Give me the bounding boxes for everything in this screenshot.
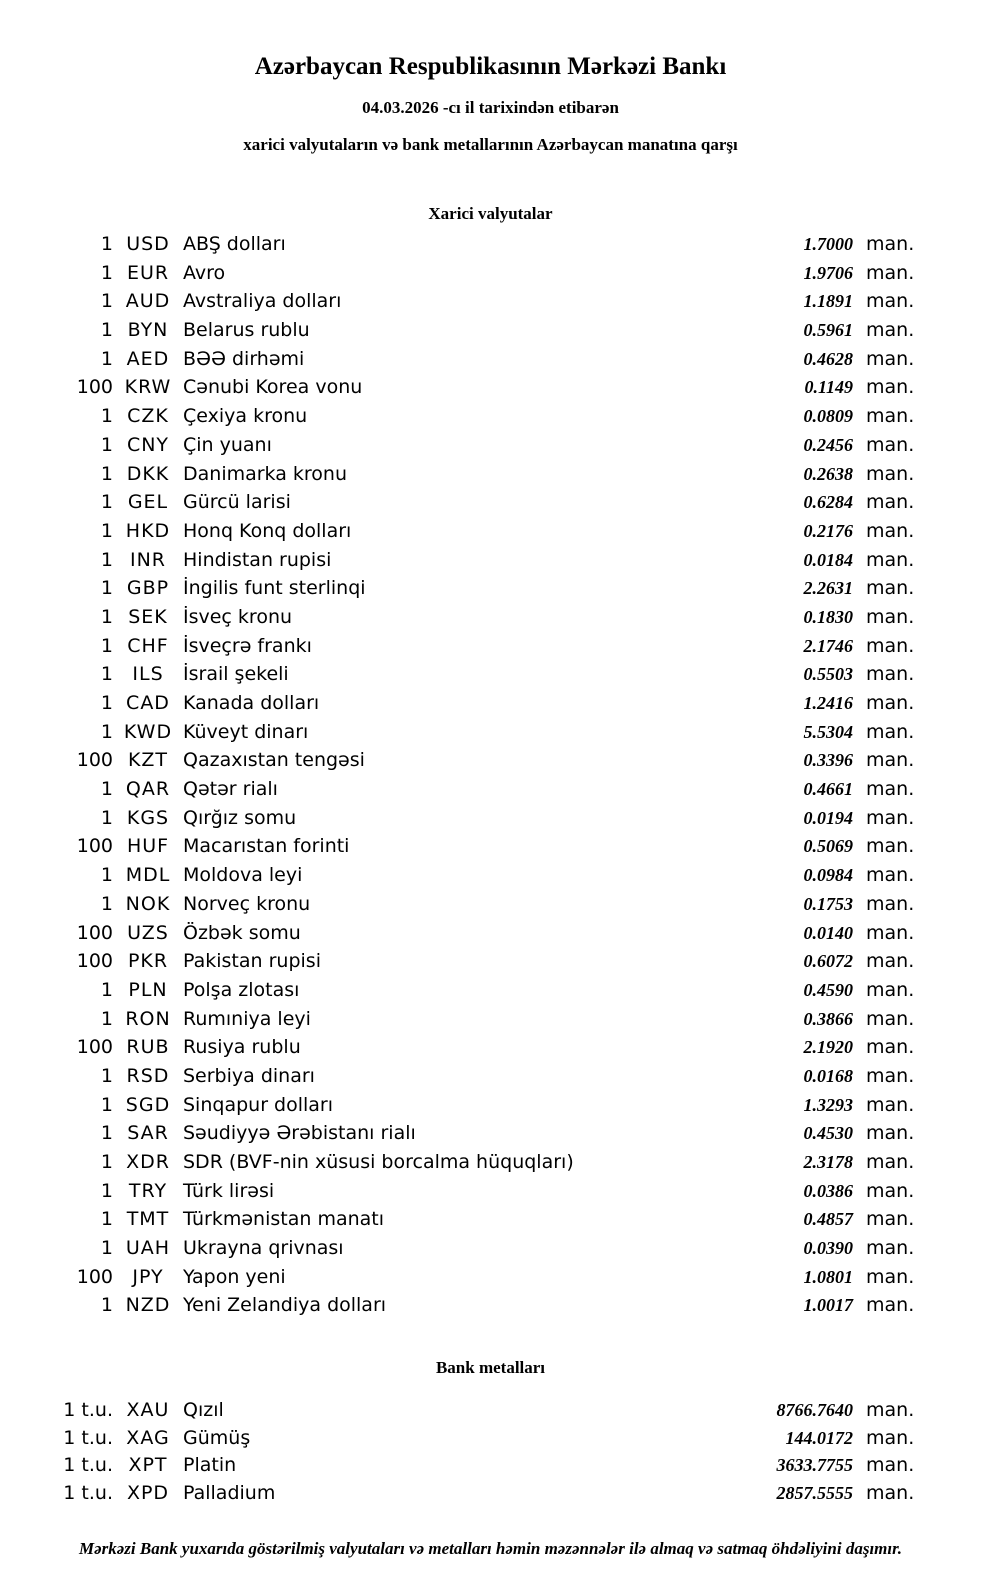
table-row — [0, 976, 981, 1005]
exchange-rate: 2857.5555 — [776, 1482, 853, 1503]
table-row — [0, 832, 981, 861]
exchange-rate: 0.5961 — [803, 320, 853, 341]
unit-label: man. — [866, 433, 915, 456]
subject-line: xarici valyutaların və bank metallarının Azərbaycan manatına qarşı — [243, 135, 738, 154]
exchange-rate: 0.1830 — [803, 606, 853, 627]
currency-section-title: Xarici valyutalar — [428, 204, 553, 223]
exchange-rate: 1.1891 — [803, 291, 853, 312]
currency-name: Avstraliya dolları — [183, 290, 342, 313]
unit-label: man. — [866, 1265, 915, 1288]
table-row — [0, 287, 981, 316]
currency-name: Səudiyyə Ərəbistanı rialı — [183, 1122, 416, 1145]
currency-code: XPT — [128, 1454, 168, 1477]
unit-label: man. — [866, 491, 915, 514]
unit-label: man. — [866, 663, 915, 686]
currency-code: CZK — [127, 405, 169, 428]
quantity: 1 — [100, 491, 113, 514]
quantity: 1 — [100, 778, 113, 801]
table-row — [0, 890, 981, 919]
table-row — [0, 1005, 981, 1034]
exchange-rate: 0.1753 — [803, 893, 853, 914]
table-row — [0, 804, 981, 833]
quantity: 1 — [100, 692, 113, 714]
currency-code: GBP — [126, 577, 170, 600]
currency-name: Gürcü larisi — [183, 491, 291, 514]
exchange-rate: 144.0172 — [785, 1427, 853, 1448]
exchange-rate: 0.6072 — [803, 951, 853, 972]
quantity: 1 — [100, 720, 113, 743]
unit-label: man. — [866, 577, 915, 600]
exchange-rate: 0.4530 — [803, 1123, 853, 1144]
unit-label: man. — [866, 720, 915, 743]
table-row — [0, 1091, 981, 1120]
currency-name: Palladium — [183, 1481, 276, 1504]
quantity: 1 — [100, 806, 113, 829]
currency-code: MDL — [125, 864, 171, 887]
exchange-rate: 2.1746 — [803, 635, 853, 656]
currency-name: İsveçrə frankı — [183, 634, 312, 657]
unit-label: man. — [866, 376, 915, 399]
currency-name: Cənubi Korea vonu — [183, 376, 363, 399]
quantity: 1 — [100, 1294, 113, 1317]
exchange-rate: 0.4857 — [803, 1209, 853, 1230]
currency-name: Hindistan rupisi — [183, 548, 332, 571]
table-row — [0, 345, 981, 374]
exchange-rate: 0.0184 — [803, 549, 853, 570]
quantity: 100 — [76, 835, 113, 858]
table-row — [0, 861, 981, 890]
unit-label: man. — [866, 778, 915, 801]
exchange-rate: 0.6284 — [803, 492, 853, 513]
exchange-rate: 0.4628 — [803, 348, 853, 369]
currency-name: Ukrayna qrivnası — [183, 1237, 344, 1260]
unit-label: man. — [866, 1151, 915, 1173]
currency-code: XAG — [126, 1426, 170, 1449]
quantity: 1 — [100, 405, 113, 428]
unit-label: man. — [866, 405, 915, 428]
exchange-rate: 2.3178 — [803, 1152, 853, 1172]
currency-name: Gümüş — [183, 1426, 251, 1449]
unit-label: man. — [866, 1007, 915, 1030]
currency-code: XPD — [126, 1481, 170, 1504]
exchange-rate: 2.1920 — [803, 1037, 853, 1058]
quantity: 1 — [100, 577, 113, 600]
currency-name: Avro — [183, 261, 226, 284]
exchange-rate: 2.2631 — [803, 578, 853, 599]
currency-name: Honq Konq dolları — [183, 519, 352, 542]
unit-label: man. — [866, 806, 915, 829]
quantity: 1 — [100, 978, 113, 1001]
currency-name: Çin yuanı — [183, 433, 272, 456]
table-row — [0, 1119, 981, 1148]
currency-name: Serbiya dinarı — [183, 1064, 315, 1087]
currency-name: ABŞ dolları — [183, 233, 286, 255]
unit-label: man. — [866, 462, 915, 485]
unit-label: man. — [866, 864, 915, 887]
table-row — [0, 1205, 981, 1234]
currency-code: KZT — [127, 749, 169, 772]
table-row — [0, 1425, 981, 1453]
exchange-rate: 8766.7640 — [776, 1400, 853, 1421]
currency-rate-table — [0, 230, 981, 1320]
table-row — [0, 230, 981, 259]
unit-label: man. — [866, 1399, 915, 1422]
exchange-rate: 0.3396 — [803, 750, 853, 771]
currency-code: RUB — [126, 1036, 170, 1059]
quantity: 1 — [100, 892, 113, 915]
currency-code: EUR — [126, 261, 170, 284]
currency-code: AED — [126, 347, 170, 370]
quantity: 1 — [100, 233, 113, 255]
currency-name: Yeni Zelandiya dolları — [183, 1294, 387, 1317]
exchange-rate: 1.0017 — [803, 1295, 853, 1316]
page-title: Azərbaycan Respublikasının Mərkəzi Bankı — [254, 53, 727, 80]
currency-code: DKK — [126, 462, 170, 485]
currency-code: SGD — [125, 1093, 171, 1116]
quantity: 1 — [100, 1007, 113, 1030]
currency-code: CNY — [126, 433, 170, 456]
exchange-rate: 1.2416 — [803, 693, 853, 713]
quantity: 100 — [76, 1036, 113, 1059]
table-row — [0, 488, 981, 517]
currency-name: Türk lirəsi — [183, 1179, 275, 1202]
quantity: 1 — [100, 319, 113, 342]
quantity: 1 — [100, 1093, 113, 1116]
table-row — [0, 632, 981, 661]
quantity: 1 t.u. — [63, 1399, 113, 1422]
currency-code: SAR — [127, 1122, 169, 1145]
table-row — [0, 1480, 981, 1508]
table-row — [0, 1291, 981, 1320]
table-row — [0, 919, 981, 948]
exchange-rate: 0.1149 — [804, 377, 853, 398]
quantity: 1 — [100, 433, 113, 456]
table-row — [0, 1177, 981, 1206]
quantity: 1 t.u. — [63, 1481, 113, 1504]
currency-name: Özbək somu — [183, 921, 301, 944]
table-row — [0, 947, 981, 976]
table-row — [0, 689, 981, 718]
currency-name: İngilis funt sterlinqi — [183, 577, 366, 600]
currency-code: KGS — [126, 806, 170, 829]
quantity: 1 — [100, 663, 113, 686]
table-row — [0, 1234, 981, 1263]
unit-label: man. — [866, 1179, 915, 1202]
unit-label: man. — [866, 1454, 915, 1477]
currency-name: Yapon yeni — [183, 1265, 286, 1288]
table-row — [0, 574, 981, 603]
metals-section-title: Bank metalları — [435, 1358, 546, 1378]
quantity: 1 t.u. — [63, 1426, 113, 1449]
unit-label: man. — [866, 1294, 915, 1317]
currency-code: INR — [129, 548, 167, 571]
table-row — [0, 517, 981, 546]
date-line: 04.03.2026 -cı il tarixindən etibarən — [362, 98, 619, 117]
exchange-rate: 0.2638 — [803, 463, 853, 484]
table-row — [0, 402, 981, 431]
unit-label: man. — [866, 519, 915, 542]
unit-label: man. — [866, 749, 915, 772]
metals-rate-table — [0, 1397, 981, 1507]
table-row — [0, 460, 981, 489]
currency-name: Platin — [183, 1454, 237, 1477]
currency-code: TMT — [126, 1208, 170, 1231]
currency-code: QAR — [125, 778, 171, 801]
quantity: 1 — [100, 864, 113, 887]
unit-label: man. — [866, 634, 915, 657]
currency-name: Rumıniya leyi — [183, 1007, 311, 1030]
quantity: 1 — [100, 1064, 113, 1087]
currency-name: Macarıstan forinti — [183, 835, 350, 858]
unit-label: man. — [866, 1208, 915, 1231]
unit-label: man. — [866, 548, 915, 571]
unit-label: man. — [866, 261, 915, 284]
currency-name: Moldova leyi — [183, 864, 303, 887]
currency-name: Çexiya kronu — [183, 405, 308, 428]
currency-code: RSD — [126, 1064, 170, 1087]
currency-name: BƏƏ dirhəmi — [183, 347, 305, 370]
table-row — [0, 316, 981, 345]
currency-code: GEL — [127, 491, 169, 514]
currency-name: Qazaxıstan tengəsi — [183, 749, 365, 772]
currency-code: KRW — [124, 376, 172, 399]
quantity: 1 — [100, 347, 113, 370]
currency-code: XDR — [126, 1151, 170, 1173]
exchange-rate: 0.2176 — [803, 520, 853, 541]
quantity: 1 — [100, 261, 113, 284]
unit-label: man. — [866, 290, 915, 313]
quantity: 1 — [100, 519, 113, 542]
table-row — [0, 259, 981, 288]
exchange-rate: 1.9706 — [803, 262, 853, 283]
exchange-rate: 0.0809 — [803, 406, 853, 427]
unit-label: man. — [866, 835, 915, 858]
currency-name: Norveç kronu — [183, 892, 311, 915]
exchange-rate: 0.4661 — [803, 779, 853, 800]
exchange-rate: 3633.7755 — [776, 1455, 853, 1476]
currency-code: USD — [126, 233, 170, 255]
table-row — [0, 546, 981, 575]
currency-name: Kanada dolları — [183, 692, 320, 714]
exchange-rate: 1.3293 — [803, 1094, 853, 1115]
currency-name: Danimarka kronu — [183, 462, 348, 485]
table-row — [0, 431, 981, 460]
table-row — [0, 1062, 981, 1091]
quantity: 1 — [100, 605, 113, 628]
quantity: 100 — [76, 950, 113, 973]
unit-label: man. — [866, 347, 915, 370]
quantity: 1 — [100, 1208, 113, 1231]
currency-code: ILS — [132, 663, 164, 686]
unit-label: man. — [866, 892, 915, 915]
currency-code: PLN — [128, 978, 168, 1001]
table-row — [0, 1263, 981, 1292]
quantity: 1 — [100, 1151, 113, 1173]
currency-code: PKR — [127, 950, 169, 973]
currency-code: CAD — [126, 692, 170, 714]
currency-name: Pakistan rupisi — [183, 950, 321, 973]
quantity: 100 — [76, 749, 113, 772]
table-row — [0, 775, 981, 804]
unit-label: man. — [866, 1237, 915, 1260]
table-row — [0, 1148, 981, 1177]
currency-code: JPY — [132, 1265, 164, 1288]
exchange-rate: 0.0140 — [803, 922, 853, 943]
table-row — [0, 660, 981, 689]
exchange-rate: 0.0390 — [803, 1238, 853, 1259]
table-row — [0, 746, 981, 775]
unit-label: man. — [866, 1426, 915, 1449]
quantity: 1 — [100, 548, 113, 571]
quantity: 100 — [76, 921, 113, 944]
quantity: 1 — [100, 1179, 113, 1202]
unit-label: man. — [866, 921, 915, 944]
currency-name: Polşa zlotası — [183, 978, 300, 1001]
currency-name: İsveç kronu — [183, 605, 293, 628]
unit-label: man. — [866, 1064, 915, 1087]
currency-code: TRY — [128, 1179, 168, 1202]
currency-code: NZD — [125, 1294, 171, 1317]
currency-name: Rusiya rublu — [183, 1036, 301, 1059]
table-row — [0, 1033, 981, 1062]
table-row — [0, 373, 981, 402]
currency-name: Küveyt dinarı — [183, 720, 309, 743]
exchange-rate: 0.5503 — [803, 664, 853, 685]
currency-code: NOK — [125, 892, 171, 915]
currency-name: Sinqapur dolları — [183, 1093, 334, 1116]
currency-name: İsrail şekeli — [183, 663, 289, 686]
currency-code: SEK — [128, 605, 168, 628]
exchange-rate: 0.0168 — [803, 1065, 853, 1086]
exchange-rate: 1.0801 — [803, 1266, 853, 1287]
quantity: 1 — [100, 1237, 113, 1260]
currency-name: Qətər rialı — [183, 778, 278, 801]
unit-label: man. — [866, 319, 915, 342]
disclaimer-text: Mərkəzi Bank yuxarıda göstərilmiş valyutaları və metalları həmin məzənnələr ilə almaq və satmaq öhdəliyini daşımır. — [78, 1539, 903, 1559]
currency-code: HKD — [125, 519, 171, 542]
quantity: 100 — [76, 376, 113, 399]
exchange-rate: 0.0984 — [803, 865, 853, 886]
exchange-rate: 1.7000 — [803, 234, 853, 254]
unit-label: man. — [866, 1036, 915, 1059]
currency-code: KWD — [123, 720, 173, 743]
unit-label: man. — [866, 692, 915, 714]
exchange-rate: 0.3866 — [803, 1008, 853, 1029]
quantity: 1 — [100, 634, 113, 657]
table-row — [0, 1397, 981, 1425]
unit-label: man. — [866, 1093, 915, 1116]
unit-label: man. — [866, 950, 915, 973]
table-row — [0, 1452, 981, 1480]
currency-name: Qırğız somu — [183, 806, 297, 829]
exchange-rate: 0.4590 — [803, 979, 853, 1000]
exchange-rate: 0.2456 — [803, 434, 853, 455]
quantity: 1 — [100, 1122, 113, 1145]
exchange-rate: 5.5304 — [803, 721, 853, 742]
currency-code: UAH — [125, 1237, 171, 1260]
quantity: 1 t.u. — [63, 1454, 113, 1477]
currency-code: BYN — [127, 319, 169, 342]
unit-label: man. — [866, 1122, 915, 1145]
currency-name: Belarus rublu — [183, 319, 310, 342]
exchange-rate: 0.0386 — [803, 1180, 853, 1201]
quantity: 1 — [100, 290, 113, 313]
currency-name: SDR (BVF-nin xüsusi borcalma hüquqları) — [183, 1151, 574, 1173]
quantity: 100 — [76, 1265, 113, 1288]
currency-code: UZS — [127, 921, 169, 944]
unit-label: man. — [866, 1481, 915, 1504]
currency-name: Türkmənistan manatı — [183, 1208, 385, 1231]
currency-code: AUD — [125, 290, 171, 313]
currency-code: HUF — [126, 835, 170, 858]
currency-name: Qızıl — [183, 1399, 224, 1422]
currency-code: CHF — [127, 634, 169, 657]
currency-code: XAU — [126, 1399, 170, 1422]
currency-code: RON — [125, 1007, 171, 1030]
table-row — [0, 718, 981, 747]
unit-label: man. — [866, 978, 915, 1001]
exchange-rate: 0.0194 — [803, 807, 853, 828]
table-row — [0, 603, 981, 632]
unit-label: man. — [866, 605, 915, 628]
unit-label: man. — [866, 233, 915, 255]
exchange-rate: 0.5069 — [803, 836, 853, 857]
quantity: 1 — [100, 462, 113, 485]
